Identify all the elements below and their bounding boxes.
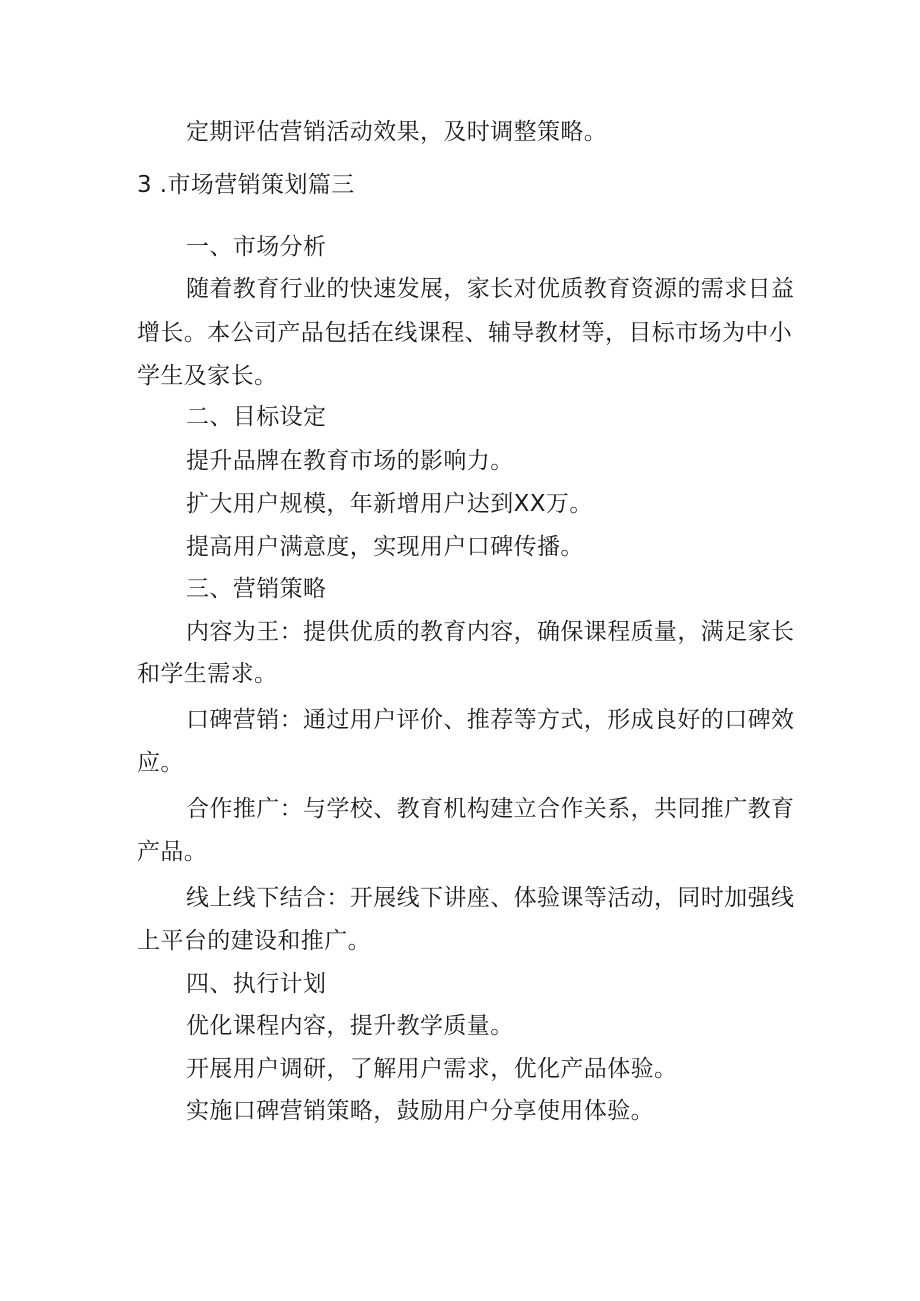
list-item: 优化课程内容，提升教学质量。 [186,1013,514,1039]
paragraph-line: 随着教育行业的快速发展，家长对优质教育资源的需求日益 [186,276,795,302]
subsection-heading: 一、市场分析 [186,234,327,260]
paragraph-line: 增长。本公司产品包括在线课程、辅导教材等，目标市场为中小 [137,320,793,346]
paragraph-line: 应。 [137,750,184,776]
section-heading: 3 .市场营销策划篇三 [137,172,355,198]
list-item: 扩大用户规模，年新增用户达到XX万。 [186,491,593,517]
subsection-heading: 三、营销策略 [186,576,327,602]
list-item: 提高用户满意度，实现用户口碑传播。 [186,534,584,560]
paragraph-line: 产品。 [137,839,208,865]
paragraph-line: 上平台的建设和推广。 [137,928,371,954]
paragraph-line: 口碑营销：通过用户评价、推荐等方式，形成良好的口碑效 [186,707,795,733]
list-item: 实施口碑营销策略，鼓励用户分享使用体验。 [186,1098,654,1124]
paragraph-line: 和学生需求。 [137,661,278,687]
subsection-heading: 二、目标设定 [186,404,327,430]
subsection-heading: 四、执行计划 [186,971,327,997]
list-item: 开展用户调研，了解用户需求，优化产品体验。 [186,1056,678,1082]
paragraph-line: 线上线下结合：开展线下讲座、体验课等活动，同时加强线 [186,885,795,911]
paragraph-line: 合作推广：与学校、教育机构建立合作关系，共同推广教育 [186,796,795,822]
paragraph-line: 内容为王：提供优质的教育内容，确保课程质量，满足家长 [186,619,795,645]
paragraph-line: 学生及家长。 [137,363,278,389]
paragraph-line: 定期评估营销活动效果，及时调整策略。 [186,119,608,145]
list-item: 提升品牌在教育市场的影响力。 [186,448,514,474]
